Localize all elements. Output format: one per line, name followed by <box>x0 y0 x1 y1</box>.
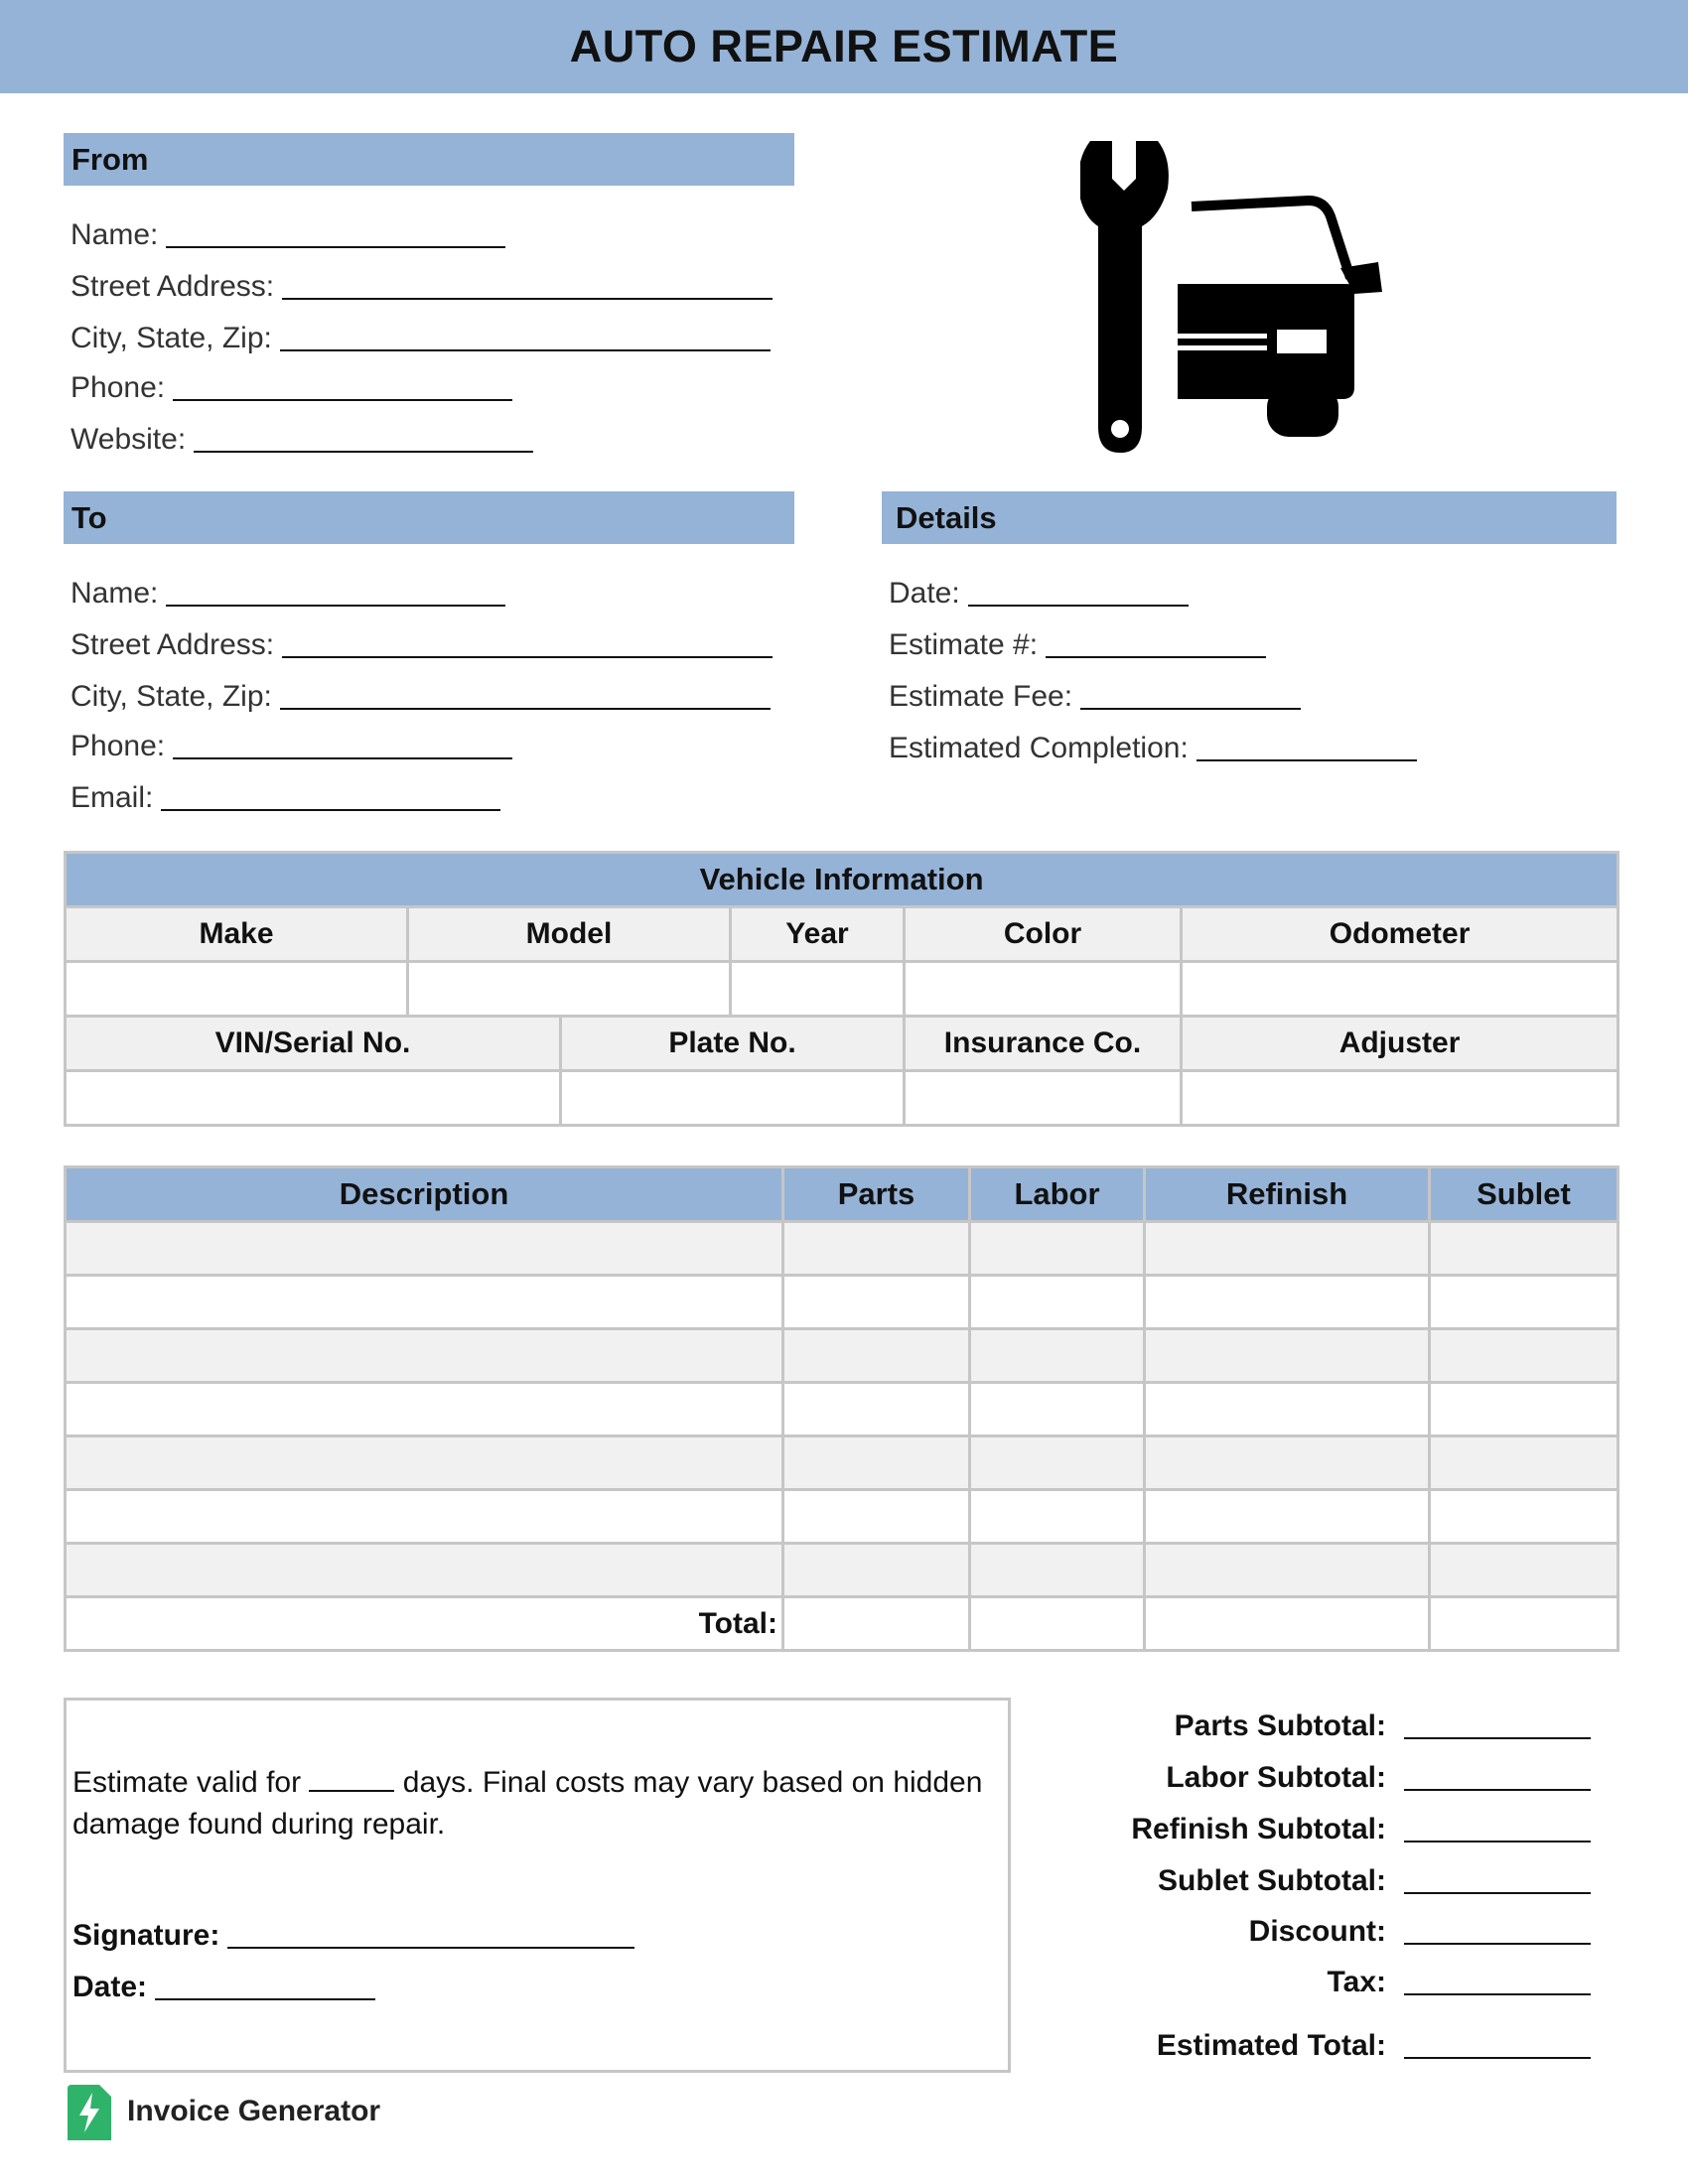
to-name-line[interactable] <box>166 575 505 607</box>
estimated-completion-line[interactable] <box>1196 730 1417 761</box>
description-cell[interactable] <box>66 1276 783 1329</box>
table-row <box>66 1276 1618 1329</box>
labor-cell[interactable] <box>970 1329 1145 1383</box>
sublet-cell[interactable] <box>1430 1490 1618 1544</box>
description-cell[interactable] <box>66 1383 783 1436</box>
lightning-bolt-icon <box>68 2085 111 2140</box>
vehicle-info-table <box>64 851 1619 1127</box>
from-website-line[interactable] <box>194 421 533 453</box>
from-city-line[interactable] <box>280 320 771 351</box>
sublet-subtotal-line[interactable] <box>1404 1862 1591 1894</box>
labor-cell[interactable] <box>970 1222 1145 1276</box>
parts-header: Parts <box>783 1167 970 1222</box>
date-line[interactable] <box>968 575 1189 607</box>
estimated-total-line[interactable] <box>1404 2027 1591 2059</box>
wrench-car-icon <box>1080 139 1388 453</box>
table-row <box>66 1490 1618 1544</box>
from-heading: From <box>64 133 794 186</box>
line-items-table <box>64 1165 1619 1652</box>
table-row <box>66 1383 1618 1436</box>
refinish-cell[interactable] <box>1145 1436 1430 1490</box>
parts-cell[interactable] <box>783 1329 970 1383</box>
color-header: Color <box>905 907 1182 962</box>
plate-cell[interactable] <box>561 1071 905 1126</box>
vin-cell[interactable] <box>66 1071 561 1126</box>
model-cell[interactable] <box>408 962 731 1017</box>
refinish-cell[interactable] <box>1145 1490 1430 1544</box>
from-name-line[interactable] <box>166 216 505 248</box>
to-street-field[interactable]: Street Address: <box>70 622 773 662</box>
parts-cell[interactable] <box>783 1436 970 1490</box>
signature-field[interactable]: Signature: <box>72 1919 634 1953</box>
adjuster-cell[interactable] <box>1182 1071 1618 1126</box>
table-row <box>66 1222 1618 1276</box>
table-row <box>66 1436 1618 1490</box>
parts-subtotal-line[interactable] <box>1404 1707 1591 1739</box>
insurance-header: Insurance Co. <box>905 1017 1182 1071</box>
parts-subtotal-field[interactable]: Parts Subtotal: <box>1175 1702 1591 1743</box>
color-cell[interactable] <box>905 962 1182 1017</box>
description-cell[interactable] <box>66 1222 783 1276</box>
description-cell[interactable] <box>66 1436 783 1490</box>
refinish-total-cell[interactable] <box>1145 1597 1430 1651</box>
sublet-subtotal-field[interactable]: Sublet Subtotal: <box>1158 1856 1591 1898</box>
description-header: Description <box>66 1167 783 1222</box>
refinish-cell[interactable] <box>1145 1329 1430 1383</box>
sublet-total-cell[interactable] <box>1430 1597 1618 1651</box>
from-city-field[interactable]: City, State, Zip: <box>70 316 771 355</box>
from-website-field[interactable]: Website: <box>70 417 533 457</box>
authorization-date-line[interactable] <box>155 1971 375 2000</box>
sublet-cell[interactable] <box>1430 1276 1618 1329</box>
parts-cell[interactable] <box>783 1222 970 1276</box>
parts-cell[interactable] <box>783 1544 970 1597</box>
year-header: Year <box>731 907 905 962</box>
signature-line[interactable] <box>227 1919 634 1949</box>
sublet-cell[interactable] <box>1430 1436 1618 1490</box>
refinish-cell[interactable] <box>1145 1544 1430 1597</box>
description-cell[interactable] <box>66 1544 783 1597</box>
page-title: AUTO REPAIR ESTIMATE <box>0 0 1688 93</box>
from-street-field[interactable]: Street Address: <box>70 264 773 304</box>
make-header: Make <box>66 907 408 962</box>
labor-cell[interactable] <box>970 1383 1145 1436</box>
refinish-cell[interactable] <box>1145 1276 1430 1329</box>
date-field[interactable]: Date: <box>889 571 1189 611</box>
refinish-cell[interactable] <box>1145 1222 1430 1276</box>
labor-cell[interactable] <box>970 1490 1145 1544</box>
refinish-cell[interactable] <box>1145 1383 1430 1436</box>
estimated-total-field[interactable]: Estimated Total: <box>1157 2021 1591 2063</box>
parts-total-cell[interactable] <box>783 1597 970 1651</box>
odometer-header: Odometer <box>1182 907 1618 962</box>
estimate-fee-line[interactable] <box>1080 678 1301 710</box>
parts-cell[interactable] <box>783 1276 970 1329</box>
from-street-line[interactable] <box>282 268 773 300</box>
estimated-completion-field[interactable]: Estimated Completion: <box>889 726 1417 765</box>
sublet-cell[interactable] <box>1430 1544 1618 1597</box>
to-city-line[interactable] <box>280 678 771 710</box>
footer-brand[interactable]: Invoice Generator <box>127 2095 381 2127</box>
table-row <box>66 1329 1618 1383</box>
labor-subtotal-line[interactable] <box>1404 1759 1591 1791</box>
parts-cell[interactable] <box>783 1490 970 1544</box>
estimate-number-line[interactable] <box>1046 626 1266 658</box>
valid-days-line[interactable] <box>309 1764 394 1792</box>
authorization-text: Estimate valid for days. Final costs may vary based on hidden damage found during repair. <box>72 1766 983 1841</box>
plate-header: Plate No. <box>561 1017 905 1071</box>
make-cell[interactable] <box>66 962 408 1017</box>
estimate-fee-field[interactable]: Estimate Fee: <box>889 674 1301 714</box>
sublet-cell[interactable] <box>1430 1329 1618 1383</box>
labor-subtotal-field[interactable]: Labor Subtotal: <box>1166 1753 1591 1795</box>
labor-cell[interactable] <box>970 1436 1145 1490</box>
to-email-line[interactable] <box>161 779 500 811</box>
estimate-number-field[interactable]: Estimate #: <box>889 622 1266 662</box>
sublet-cell[interactable] <box>1430 1222 1618 1276</box>
description-cell[interactable] <box>66 1329 783 1383</box>
discount-line[interactable] <box>1404 1913 1591 1945</box>
to-name-field[interactable]: Name: <box>70 571 505 611</box>
labor-cell[interactable] <box>970 1276 1145 1329</box>
to-street-line[interactable] <box>282 626 773 658</box>
vin-header: VIN/Serial No. <box>66 1017 561 1071</box>
refinish-header: Refinish <box>1145 1167 1430 1222</box>
refinish-subtotal-field[interactable]: Refinish Subtotal: <box>1131 1805 1591 1846</box>
parts-cell[interactable] <box>783 1383 970 1436</box>
tax-line[interactable] <box>1404 1964 1591 1995</box>
model-header: Model <box>408 907 731 962</box>
to-email-field[interactable]: Email: <box>70 775 500 815</box>
insurance-cell[interactable] <box>905 1071 1182 1126</box>
authorization-date-field[interactable]: Date: <box>72 1971 375 2004</box>
to-phone-field[interactable]: Phone: <box>70 724 512 763</box>
total-label: Total: <box>66 1597 783 1651</box>
from-phone-line[interactable] <box>173 369 512 401</box>
authorization-box <box>64 1698 1011 2073</box>
sublet-cell[interactable] <box>1430 1383 1618 1436</box>
adjuster-header: Adjuster <box>1182 1017 1618 1071</box>
discount-field[interactable]: Discount: <box>1249 1907 1591 1949</box>
table-row <box>66 1544 1618 1597</box>
odometer-cell[interactable] <box>1182 962 1618 1017</box>
from-name-field[interactable]: Name: <box>70 212 505 252</box>
to-phone-line[interactable] <box>173 728 512 759</box>
labor-header: Labor <box>970 1167 1145 1222</box>
year-cell[interactable] <box>731 962 905 1017</box>
vehicle-info-heading: Vehicle Information <box>66 853 1618 907</box>
tax-field[interactable]: Tax: <box>1328 1958 1591 1999</box>
labor-total-cell[interactable] <box>970 1597 1145 1651</box>
details-heading: Details <box>882 491 1617 544</box>
to-heading: To <box>64 491 794 544</box>
from-phone-field[interactable]: Phone: <box>70 365 512 405</box>
description-cell[interactable] <box>66 1490 783 1544</box>
refinish-subtotal-line[interactable] <box>1404 1811 1591 1843</box>
to-city-field[interactable]: City, State, Zip: <box>70 674 771 714</box>
sublet-header: Sublet <box>1430 1167 1618 1222</box>
labor-cell[interactable] <box>970 1544 1145 1597</box>
